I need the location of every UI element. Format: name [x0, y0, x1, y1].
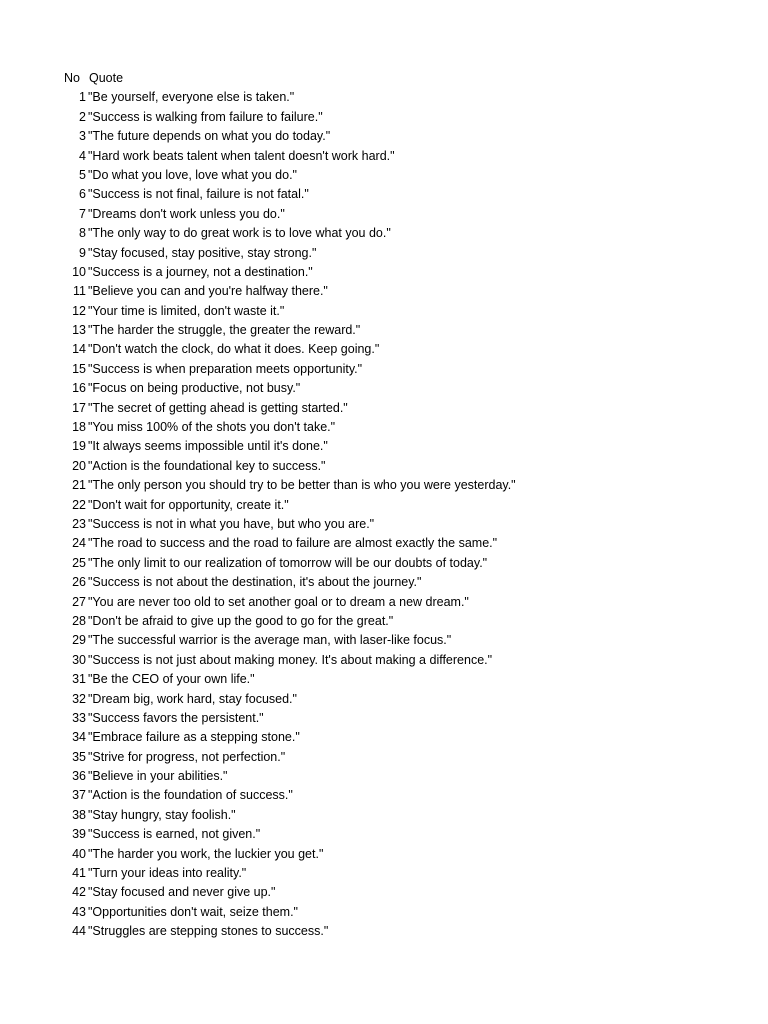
table-row: [0, 806, 768, 825]
table-row: [0, 437, 768, 456]
table-row: [0, 302, 768, 321]
quote-text: "The secret of getting ahead is getting started.": [88, 400, 348, 415]
row-number: 41: [72, 866, 86, 881]
row-number: 2: [79, 109, 86, 124]
table-row: [0, 883, 768, 902]
quote-text: "Be the CEO of your own life.": [88, 672, 255, 687]
row-number: 14: [72, 342, 86, 357]
quote-text: "Stay hungry, stay foolish.": [88, 807, 236, 822]
quote-text: "Dream big, work hard, stay focused.": [88, 691, 297, 706]
table-row: [0, 496, 768, 515]
row-number: 25: [72, 555, 86, 570]
table-row: [0, 457, 768, 476]
row-number: 34: [72, 730, 86, 745]
row-number: 6: [79, 187, 86, 202]
table-row: [0, 127, 768, 146]
quote-text: "Success is walking from failure to failure.": [88, 109, 323, 124]
quote-text: "Believe in your abilities.": [88, 769, 228, 784]
table-row: [0, 767, 768, 786]
quote-text: "Hard work beats talent when talent doesn't work hard.": [88, 148, 395, 163]
quote-text: "Do what you love, love what you do.": [88, 167, 297, 182]
row-number: 15: [72, 361, 86, 376]
row-number: 38: [72, 807, 86, 822]
table-row: [0, 670, 768, 689]
table-row: [0, 360, 768, 379]
table-row: [0, 631, 768, 650]
quote-text: "Success favors the persistent.": [88, 710, 264, 725]
table-row: [0, 845, 768, 864]
row-number: 22: [72, 497, 86, 512]
row-number: 17: [72, 400, 86, 415]
table-header-row: [0, 69, 768, 88]
quote-text: "Success is not final, failure is not fatal.": [88, 187, 309, 202]
table-row: [0, 166, 768, 185]
table-row: [0, 379, 768, 398]
quote-text: "You are never too old to set another goal or to dream a new dream.": [88, 594, 469, 609]
table-row: [0, 88, 768, 107]
table-row: [0, 515, 768, 534]
quote-text: "Your time is limited, don't waste it.": [88, 303, 285, 318]
quote-text: "Don't be afraid to give up the good to go for the great.": [88, 613, 394, 628]
quotes-table: [0, 69, 768, 942]
quote-text: "The only person you should try to be better than is who you were yesterday.": [88, 478, 516, 493]
quote-text: "You miss 100% of the shots you don't take.": [88, 420, 336, 435]
table-row: [0, 185, 768, 204]
table-row: [0, 786, 768, 805]
row-number: 19: [72, 439, 86, 454]
quote-text: "Action is the foundation of success.": [88, 788, 293, 803]
table-row: [0, 399, 768, 418]
quote-text: "Embrace failure as a stepping stone.": [88, 730, 300, 745]
row-number: 11: [73, 284, 86, 299]
quote-text: "The only way to do great work is to love what you do.": [88, 226, 391, 241]
column-header-quote: Quote: [89, 71, 124, 85]
table-row: [0, 922, 768, 941]
quote-text: "Dreams don't work unless you do.": [88, 206, 285, 221]
row-number: 35: [72, 749, 86, 764]
quote-text: "Stay focused and never give up.": [88, 885, 276, 900]
row-number: 5: [79, 167, 86, 182]
quote-text: "Opportunities don't wait, seize them.": [88, 904, 298, 919]
row-number: 33: [72, 710, 86, 725]
table-row: [0, 903, 768, 922]
table-row: [0, 864, 768, 883]
quote-text: "Success is when preparation meets opportunity.": [88, 361, 363, 376]
table-row: [0, 340, 768, 359]
row-number: 24: [72, 536, 86, 551]
quote-text: "The future depends on what you do today.": [88, 129, 331, 144]
row-number: 37: [72, 788, 86, 803]
table-row: [0, 418, 768, 437]
row-number: 9: [79, 245, 86, 260]
table-row: [0, 748, 768, 767]
row-number: 4: [79, 148, 86, 163]
quote-text: "Action is the foundational key to success.": [88, 458, 326, 473]
row-number: 18: [72, 420, 86, 435]
quote-text: "Success is not about the destination, it's about the journey.": [88, 575, 422, 590]
quote-text: "Stay focused, stay positive, stay strong.": [88, 245, 317, 260]
row-number: 31: [72, 672, 86, 687]
row-number: 1: [79, 90, 86, 105]
table-row: [0, 728, 768, 747]
quote-text: "Success is earned, not given.": [88, 827, 261, 842]
row-number: 16: [72, 381, 86, 396]
row-number: 42: [72, 885, 86, 900]
row-number: 12: [72, 303, 86, 318]
quote-text: "Be yourself, everyone else is taken.": [88, 90, 295, 105]
row-number: 20: [72, 458, 86, 473]
row-number: 40: [72, 846, 86, 861]
table-row: [0, 534, 768, 553]
quote-text: "Don't watch the clock, do what it does. Keep going.": [88, 342, 380, 357]
row-number: 32: [72, 691, 86, 706]
quote-text: "The road to success and the road to failure are almost exactly the same.": [88, 536, 498, 551]
table-row: [0, 825, 768, 844]
table-row: [0, 573, 768, 592]
column-header-no: No: [64, 71, 80, 85]
row-number: 13: [72, 323, 86, 338]
quote-text: "Success is not in what you have, but who you are.": [88, 516, 375, 531]
table-row: [0, 321, 768, 340]
row-number: 3: [79, 129, 86, 144]
row-number: 23: [72, 516, 86, 531]
quote-text: "The harder you work, the luckier you get.": [88, 846, 324, 861]
table-row: [0, 263, 768, 282]
quote-text: "The successful warrior is the average man, with laser-like focus.": [88, 633, 452, 648]
quote-text: "Believe you can and you're halfway there.": [88, 284, 328, 299]
row-number: 39: [72, 827, 86, 842]
row-number: 26: [72, 575, 86, 590]
quote-text: "Turn your ideas into reality.": [88, 866, 247, 881]
table-row: [0, 282, 768, 301]
row-number: 43: [72, 904, 86, 919]
table-row: [0, 612, 768, 631]
quote-text: "It always seems impossible until it's done.": [88, 439, 328, 454]
quote-text: "Struggles are stepping stones to success.": [88, 924, 329, 939]
table-row: [0, 554, 768, 573]
row-number: 8: [79, 226, 86, 241]
table-row: [0, 147, 768, 166]
table-row: [0, 476, 768, 495]
row-number: 28: [72, 613, 86, 628]
quote-text: "Success is a journey, not a destination.": [88, 264, 313, 279]
row-number: 10: [72, 264, 86, 279]
table-row: [0, 690, 768, 709]
quote-text: "The harder the struggle, the greater the reward.": [88, 323, 361, 338]
table-row: [0, 709, 768, 728]
row-number: 7: [79, 206, 86, 221]
row-number: 27: [72, 594, 86, 609]
quote-text: "Focus on being productive, not busy.": [88, 381, 301, 396]
table-row: [0, 244, 768, 263]
row-number: 44: [72, 924, 86, 939]
table-row: [0, 224, 768, 243]
table-row: [0, 108, 768, 127]
quote-text: "Don't wait for opportunity, create it.": [88, 497, 289, 512]
row-number: 36: [72, 769, 86, 784]
row-number: 21: [72, 478, 86, 493]
quote-text: "Strive for progress, not perfection.": [88, 749, 286, 764]
table-row: [0, 651, 768, 670]
row-number: 29: [72, 633, 86, 648]
table-body: [0, 88, 768, 941]
quote-text: "Success is not just about making money. It's about making a difference.": [88, 652, 493, 667]
quote-text: "The only limit to our realization of tomorrow will be our doubts of today.": [88, 555, 488, 570]
table-row: [0, 205, 768, 224]
row-number: 30: [72, 652, 86, 667]
table-row: [0, 593, 768, 612]
